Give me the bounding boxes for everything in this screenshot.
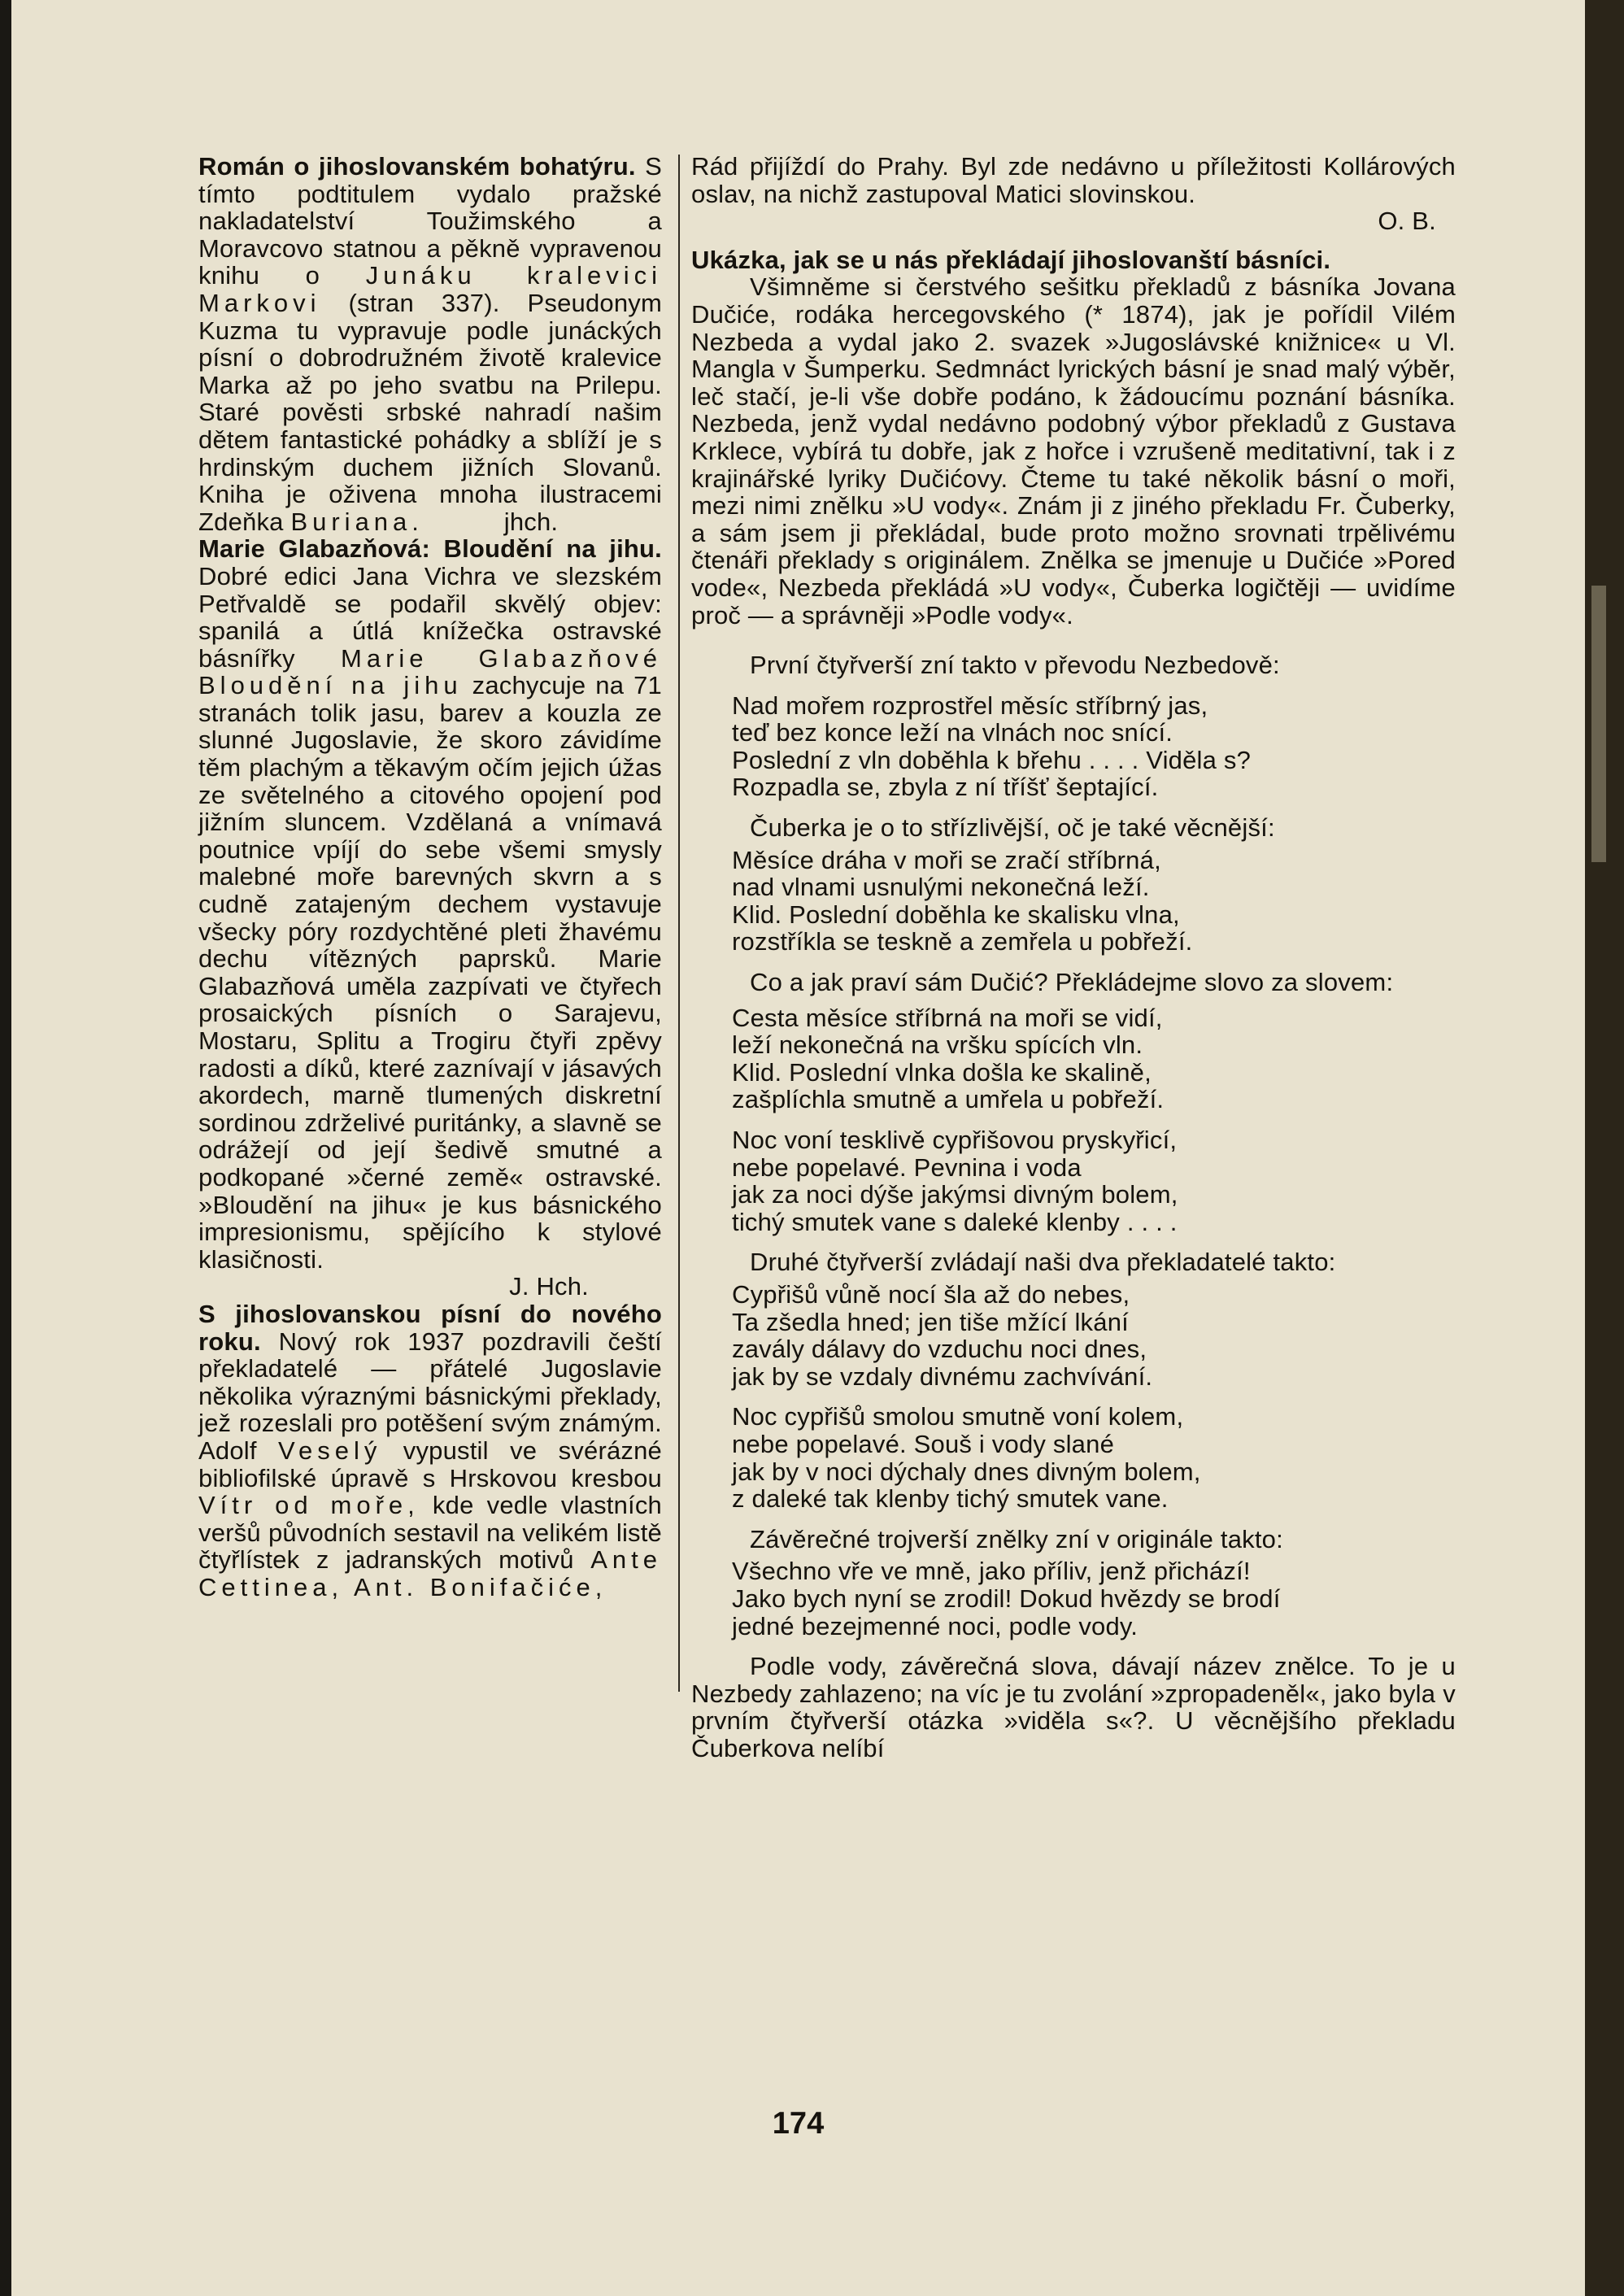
poem-line: nad vlnami usnulými nekonečná leží. (732, 873, 1150, 902)
paragraph: První čtyřverší zní takto v převodu Nezbedově: (750, 651, 1280, 680)
article-signature: jhch. (503, 507, 559, 536)
page-number: 174 (772, 2106, 825, 2141)
article-heading: Román o jihoslovanském bohatýru. (198, 152, 636, 181)
poem-line: Cesta měsíce stříbrná na moři se vidí, (732, 1003, 1163, 1032)
poem-line: Měsíce dráha v moři se zračí stříbrná, (732, 845, 1161, 874)
article-body: zachycuje na 71 stranách tolik jasu, barev a kouzla ze slunné Jugoslavie, že skoro závidíme těm plachým a těkavým očím jejich úžas ze světelného a citového opojení pod jižním sluncem. Vzdělaná a vnímavá poutnice vpíjí do sebe všemi smysly malebné moře barevných skvrn a s cudně zatajeným dechem vystavuje všecky póry rozdychtěné pleti žhavému dechu vítězných paprsků. Marie Glabazňová uměla zazpívati ve čtyřech prosaických písních o Sarajevu, Mostaru, Splitu a Trogiru čtyři zpěvy radosti a díků, které zaznívají v jásavých akordech, marně tlumených diskretní sordinou zdrželivé puritánky, a slavně se odrážejí od její šedivě smutné a podkopané »černé země« ostravské. »Bloudění na jihu« je kus básnického impresionismu, spějícího k stylové klasičnosti. (198, 671, 662, 1274)
paragraph: Co a jak praví sám Dučić? Překládejme slovo za slovem: (750, 968, 1394, 997)
article-heading: S jihoslovanskou písní do nového roku. (198, 1299, 662, 1356)
poem-cuberka-quatrain-2 (732, 1403, 1456, 1512)
book-title: Junáku kralevici Markovi (198, 261, 662, 317)
poem-line: jak za noci dýše jakýmsi divným bolem, (732, 1180, 1178, 1209)
translator-name: Veselý (278, 1436, 382, 1465)
poem-line: Jako bych nyní se zrodil! Dokud hvězdy se brodí (732, 1584, 1281, 1613)
poem-line: Noc voní tesklivě cypřišovou pryskyřicí, (732, 1126, 1178, 1154)
poem-nezbeda-quatrain-2 (732, 1281, 1456, 1390)
poem-line: nebe popelavé. Souš i vody slané (732, 1429, 1115, 1458)
poem-line: z daleké tak klenby tichý smutek vane. (732, 1484, 1169, 1514)
article-body: Dobré edici Jana Vichra ve slezském Petřvaldě se podařil skvělý objev: spanilá a útlá knížečka ostravské básnířky (198, 561, 662, 673)
book-title: Vítr od moře, (198, 1491, 420, 1520)
article-intro: Všimněme si čerstvého sešitku překladů z básníka Jovana Dučiće, rodáka hercegovského (* 1874), jak je pořídil Vilém Nezbeda a vydal jako 2. svazek »Jugoslávské knižnice« u Vl. Mangla v Šumperku. Sedmnáct lyrických básní je snad malý výběr, leč stačí, je-li vše dobře podáno, k žádoucímu poznání básníka. Nezbeda, jenž vydal nedávno podobný výbor překladů z Gustava Krklece, vybírá tu dobře, jak z hořce i vzrušeně meditativní, tak i z krajinářské lyriky Dučićovy. Čteme tu také několik básní o moři, mezi nimi znělku »U vody«. Znám ji z jiného překladu Fr. Čuberky, a sám jsem ji překládal, bude proto možno srovnati trpělivému čtenáři překlady s originálem. Znělka se jmenuje u Dučiće »Pored vode«, Nezbeda překládá »U vody«, Čuberka logičtěji — uvidíme proč — a správněji »Podle vody«. (691, 272, 1456, 630)
poem-line: Všechno vře ve mně, jako příliv, jenž přichází! (732, 1557, 1251, 1586)
article-body: vypustil ve svérázné bibliofilské úpravě s Hrskovou kresbou (198, 1436, 662, 1492)
poem-ducic-quatrain-2 (732, 1126, 1456, 1235)
article-heading: Marie Glabazňová: Bloudění na jihu. (198, 534, 662, 564)
illustrator-name: Buriana. (290, 507, 424, 536)
poem-line: Noc cypřišů smolou smutně voní kolem, (732, 1402, 1184, 1431)
article-body: S tímto podtitulem vydalo pražské nakladatelství Toužimského a Moravcovo statnou a pěkně vypravenou knihu o (198, 152, 662, 290)
adjacent-page-edge (1585, 0, 1624, 2296)
poem-line: Nad mořem rozprostřel měsíc stříbrný jas, (732, 691, 1208, 720)
poem-ducic-quatrain-1 (732, 1004, 1456, 1113)
poem-line: Ta zšedla hned; jen tiše mžící lkání (732, 1307, 1129, 1336)
poem-line: rozstříkla se teskně a zemřela u pobřeží. (732, 927, 1193, 956)
article-jihoslovanska-pisen (198, 1300, 662, 1601)
article-body: kde vedle vlastních veršů původních sestavil na velikém listě čtyřlístek z jadranských motivů (198, 1491, 662, 1575)
book-title: Bloudění na jihu (198, 671, 463, 700)
paragraph: Čuberka je o to střízlivější, oč je také věcnější: (750, 813, 1275, 843)
poem-line: jak by se vzdaly divnému zachvívání. (732, 1361, 1153, 1391)
paragraph: Druhé čtyřverší zvládají naši dva překladatelé takto: (750, 1248, 1336, 1277)
article-heading: Ukázka, jak se u nás překládají jihoslovanští básníci. (691, 245, 1331, 274)
article-roman-o-bohatyru (198, 153, 662, 535)
poem-line: Klid. Poslední doběhla ke skalisku vlna, (732, 900, 1180, 929)
article-body: (stran 337). Pseudonym Kuzma tu vypravuje podle junáckých písní o dobrodružném životě kralevice Marka až po jeho svatbu na Prilepu. Staré pověsti srbské nahradí našim dětem fantastické pohádky a sblíží je s hrdinským duchem jižních Slovanů. Kniha je oživena mnoha ilustracemi Zdeňka (198, 288, 662, 536)
poem-line: zašplíchla smutně a umřela u pobřeží. (732, 1085, 1165, 1114)
poem-line: jedné bezejmenné noci, podle vody. (732, 1611, 1139, 1640)
continuation-paragraph: Rád přijíždí do Prahy. Byl zde nedávno u příležitosti Kollárových oslav, na nichž zastupoval Matici slovinskou. (691, 152, 1456, 208)
author-name: Marie Glabazňové (341, 643, 662, 673)
page-edge-tab (1591, 586, 1606, 862)
article-signature: O. B. (1378, 207, 1436, 236)
article-body: Nový rok 1937 pozdravili čeští překladatelé — přátelé Jugoslavie několika výraznými básnickými překlady, jež rozeslali pro potěšení svým známým. Adolf (198, 1327, 662, 1465)
poem-line: Rozpadla se, zbyla z ní tříšť šeptající. (732, 773, 1159, 802)
poem-ducic-tercet (732, 1558, 1456, 1640)
article-bloudeni-na-jihu (198, 535, 662, 1273)
poem-line: nebe popelavé. Pevnina i voda (732, 1152, 1082, 1182)
right-column (691, 153, 1456, 1762)
poem-nezbeda-quatrain-1 (732, 692, 1456, 801)
poem-line: Cypřišů vůně nocí šla až do nebes, (732, 1279, 1130, 1309)
poem-line: Klid. Poslední vlnka došla ke skalině, (732, 1057, 1152, 1087)
poem-line: teď bez konce leží na vlnách noc snící. (732, 718, 1173, 747)
poem-line: leží nekonečná na vršku spících vln. (732, 1030, 1143, 1060)
paragraph: Podle vody, závěrečná slova, dávají název znělce. To je u Nezbedy zahlazeno; na víc je tu zvolání »zpropadeněl«, jako byla v prvním čtyřverší otázka »viděla s«?. U věcnějšího překladu Čuberkova nelíbí (691, 1652, 1456, 1762)
poem-line: tichý smutek vane s daleké klenby . . . . (732, 1207, 1178, 1236)
article-signature: J. Hch. (509, 1272, 589, 1301)
left-column (198, 153, 662, 1601)
poet-names: Ante Cettinea, Ant. Bonifačiće, (198, 1545, 662, 1601)
poem-line: jak by v noci dýchaly dnes divným bolem, (732, 1457, 1201, 1486)
poem-cuberka-quatrain-1 (732, 847, 1456, 956)
poem-line: Poslední z vln doběhla k břehu . . . . Viděla s? (732, 745, 1252, 774)
paragraph: Závěrečné trojverší znělky zní v originále takto: (750, 1524, 1283, 1553)
column-divider (678, 155, 680, 1692)
book-page (11, 0, 1585, 2296)
poem-line: zavály dálavy do vzduchu noci dnes, (732, 1335, 1147, 1364)
